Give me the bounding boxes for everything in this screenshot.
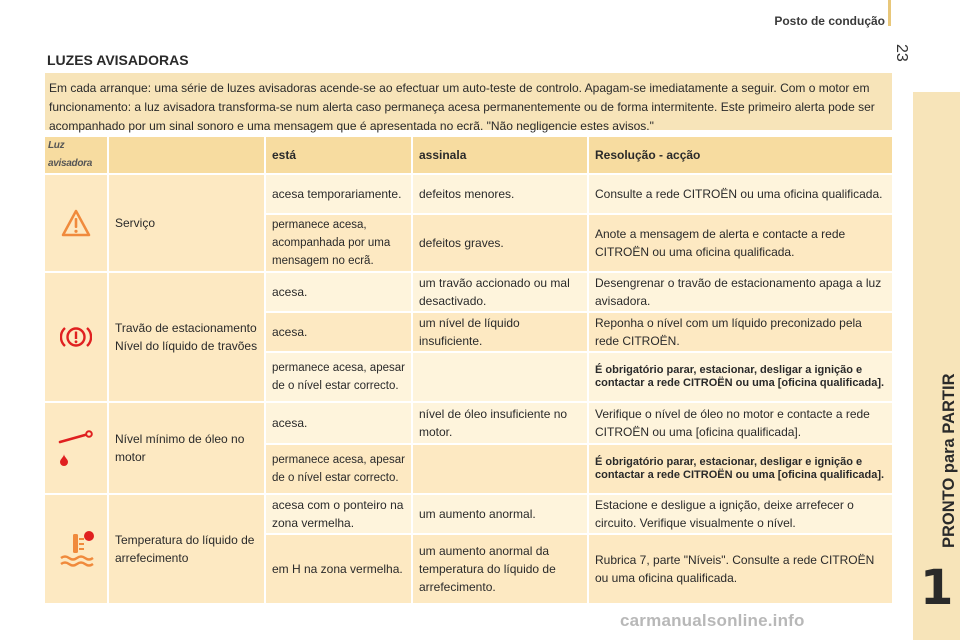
oil-can-icon	[56, 430, 96, 466]
watermark: carmanualsonline.info	[620, 611, 805, 630]
column-header-name	[108, 137, 265, 174]
action-cell: Desengrenar o travão de estacionamento apaga a luz avisadora.	[588, 272, 893, 312]
intro-paragraph: Em cada arranque: uma série de luzes avisadoras acende-se ao efectuar um auto-teste de controlo. Apagam-se imediatamente a seguir. Com o motor em funcionamento: a luz avisadora transforma-se num alerta caso permaneça acesa permanentemente ou de forma intermitente. Este primeiro alerta pode ser acompanhado por um sinal sonoro e uma mensagem que é apresentada no ecrã. "Não negligencie estes avisos."	[45, 73, 892, 130]
state-cell: acesa.	[265, 272, 412, 312]
signals-cell: defeitos menores.	[412, 174, 588, 214]
state-cell: permanece acesa, acompanhada por uma mensagem no ecrã.	[265, 214, 412, 272]
warning-lights-table	[45, 137, 894, 605]
chapter-number: 1	[920, 560, 954, 616]
column-header-signals: assinala	[412, 137, 588, 174]
action-cell: Anote a mensagem de alerta e contacte a rede CITROËN ou uma oficina qualificada.	[588, 214, 893, 272]
table-row	[45, 272, 893, 312]
state-cell: permanece acesa, apesar de o nível estar correcto.	[265, 352, 412, 402]
action-cell: É obrigatório parar, estacionar, desligar a ignição e contactar a rede CITROËN ou uma [oficina qualificada].	[588, 352, 893, 402]
signals-cell	[412, 444, 588, 494]
warning-name: Serviço	[108, 174, 265, 272]
state-cell: em H na zona vermelha.	[265, 534, 412, 604]
signals-cell: nível de óleo insuficiente no motor.	[412, 402, 588, 444]
signals-cell: um travão accionado ou mal desactivado.	[412, 272, 588, 312]
action-cell: Reponha o nível com um líquido preconizado pela rede CITROËN.	[588, 312, 893, 352]
warning-name: Nível mínimo de óleo no motor	[108, 402, 265, 494]
warning-triangle-icon	[61, 209, 91, 237]
column-header-action: Resolução - acção	[588, 137, 893, 174]
chapter-side-band	[913, 92, 960, 640]
signals-cell: defeitos graves.	[412, 214, 588, 272]
action-cell: Estacione e desligue a ignição, deixe arrefecer o circuito. Verifique visualmente o nível.	[588, 494, 893, 534]
brake-warning-icon	[60, 324, 92, 350]
signals-cell: um aumento anormal da temperatura do líquido de arrefecimento.	[412, 534, 588, 604]
action-cell: Verifique o nível de óleo no motor e contacte a rede CITROËN ou uma [oficina qualificada].	[588, 402, 893, 444]
table-row	[45, 494, 893, 534]
warning-name: Temperatura do líquido de arrefecimento	[108, 494, 265, 604]
warning-name: Travão de estacionamento Nível do líquido de travões	[108, 272, 265, 402]
header-accent-bar	[888, 0, 891, 26]
oil-icon-cell	[45, 402, 108, 494]
service-icon-cell	[45, 174, 108, 272]
coolant-temperature-icon	[53, 529, 99, 569]
chapter-label: PRONTO para PARTIR	[940, 373, 958, 548]
page-number: 23	[893, 44, 910, 62]
state-cell: permanece acesa, apesar de o nível estar correcto.	[265, 444, 412, 494]
section-title: LUZES AVISADORAS	[47, 52, 189, 68]
brake-icon-cell	[45, 272, 108, 402]
signals-cell: um nível de líquido insuficiente.	[412, 312, 588, 352]
column-header-light: Luz avisadora	[45, 137, 108, 174]
page-header-title: Posto de condução	[774, 14, 885, 28]
table-header-row	[45, 137, 893, 174]
action-cell: Consulte a rede CITROËN ou uma oficina qualificada.	[588, 174, 893, 214]
action-cell: É obrigatório parar, estacionar, desligar e ignição e contactar a rede CITROËN ou uma [oficina qualificada].	[588, 444, 893, 494]
signals-cell: um aumento anormal.	[412, 494, 588, 534]
table-row	[45, 402, 893, 444]
action-cell: Rubrica 7, parte "Níveis". Consulte a rede CITROËN ou uma oficina qualificada.	[588, 534, 893, 604]
coolant-icon-cell	[45, 494, 108, 604]
table-row	[45, 174, 893, 214]
state-cell: acesa.	[265, 312, 412, 352]
column-header-state: está	[265, 137, 412, 174]
state-cell: acesa com o ponteiro na zona vermelha.	[265, 494, 412, 534]
signals-cell	[412, 352, 588, 402]
state-cell: acesa.	[265, 402, 412, 444]
state-cell: acesa temporariamente.	[265, 174, 412, 214]
